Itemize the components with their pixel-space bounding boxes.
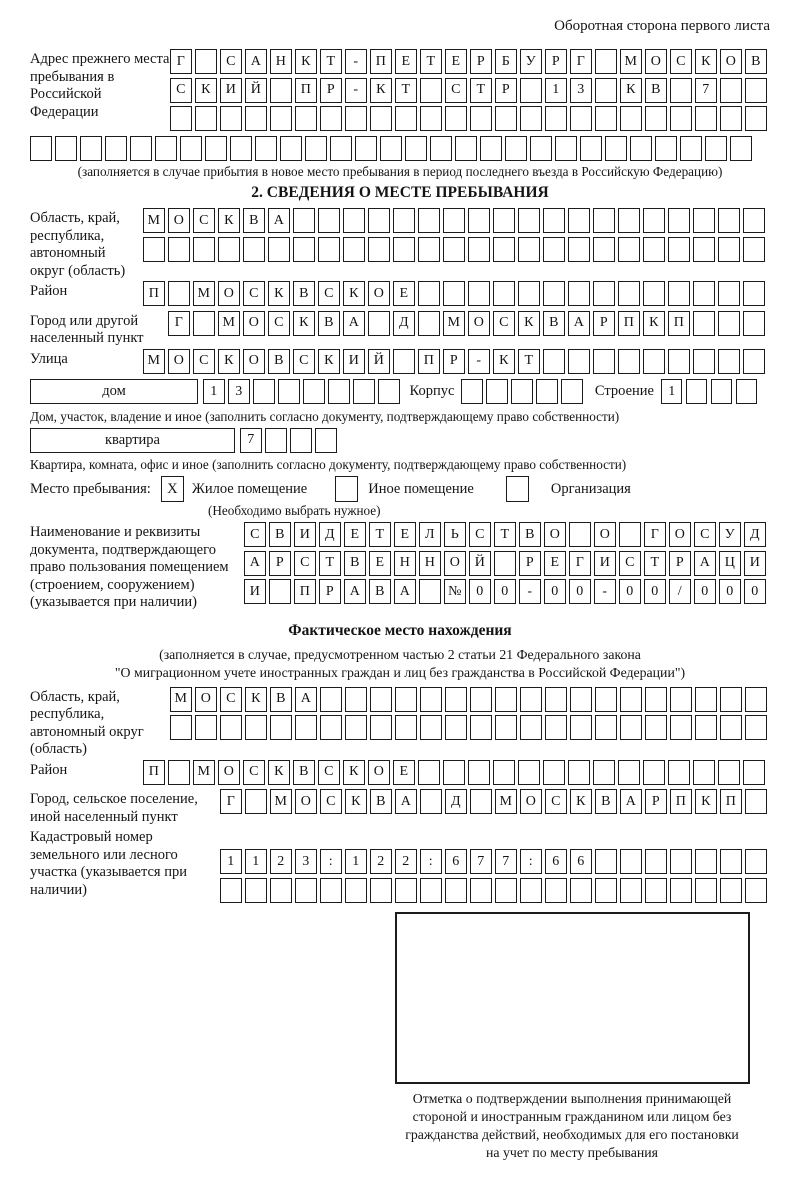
stamp-note-line-1: Отметка о подтверждении выполнения принимающей: [412, 1091, 732, 1106]
actual-district-label: Район: [30, 761, 68, 778]
prev-address-row-full[interactable]: [30, 136, 770, 161]
prev-address-field: [30, 49, 770, 135]
city-field: [30, 311, 770, 348]
actual-city-label: Город, сельское поселение, иной населенный пункт: [30, 791, 198, 825]
region-row-2[interactable]: [143, 237, 765, 262]
stay-type-label: Место пребывания:: [30, 480, 151, 497]
stay-checkbox-organization[interactable]: [506, 476, 529, 502]
actual-region-label: Область, край, республика, автономный округ (область): [30, 688, 144, 757]
apartment-label-box: квартира: [30, 428, 235, 453]
cadastre-row-1[interactable]: 1 1 2 3 : 1 2 2 : 6 7 7 : 6 6: [220, 849, 767, 874]
document-grid: [244, 522, 766, 608]
stroenie-label: Строение: [594, 383, 654, 399]
region-field: [30, 208, 770, 280]
house-caption: Дом, участок, владение и иное (заполнить согласно документу, подтверждающему право собственности): [30, 408, 620, 424]
actual-location-subtitle: [30, 646, 770, 682]
cadastre-field: [30, 827, 770, 906]
stay-type-field: [30, 476, 770, 502]
house-number-row[interactable]: 1 3: [203, 379, 400, 404]
cadastre-label: Кадастровый номер земельного или лесного участка (указывается при наличии): [30, 829, 187, 898]
region-label: Область, край, республика, автономный округ (область): [30, 210, 126, 279]
actual-city-field: [30, 789, 770, 826]
actual-location-heading: Фактическое место нахождения: [288, 621, 512, 639]
apartment-number-row[interactable]: 7: [240, 428, 337, 453]
stamp-note-line-2: стороной и иностранным гражданином или лицом без: [412, 1109, 732, 1124]
document-row-2[interactable]: А Р С Т В Е Н Н О Й Р Е Г И С Т Р А Ц И: [244, 551, 766, 576]
actual-subtitle-line-1: (заполняется в случае, предусмотренном частью 2 статьи 21 Федерального закона: [159, 646, 641, 662]
stay-type-hint: (Необходимо выбрать нужное): [208, 503, 381, 518]
actual-region-field: [30, 687, 770, 759]
actual-district-row[interactable]: П М О С К В С К О Е: [143, 760, 765, 785]
actual-subtitle-line-2: "О миграционном учете иностранных граждан и лиц без гражданства в Российской Федерации"): [114, 664, 686, 680]
region-row-1[interactable]: М О С К В А: [143, 208, 765, 233]
house-field: [30, 379, 770, 408]
actual-city-row[interactable]: Г М О С К В А Д М О С К В А Р П К П: [220, 789, 767, 814]
prev-address-label: Адрес прежнего места пребывания в Российской Федерации: [30, 51, 170, 120]
stroenie-row[interactable]: 1: [661, 379, 758, 404]
korpus-row[interactable]: [461, 379, 583, 404]
stamp-note-line-3: гражданства действий, необходимых для его постановки: [405, 1127, 739, 1142]
document-label: Наименование и реквизиты документа, подтверждающего право пользования помещением (строением, сооружением) (указывается при наличии): [30, 524, 229, 610]
cadastre-row-2[interactable]: [220, 878, 767, 903]
stay-checkbox-residential[interactable]: X: [161, 476, 184, 502]
apartment-caption: Квартира, комната, офис и иное (заполнить согласно документу, подтверждающему право собственности): [30, 457, 627, 472]
document-row-1[interactable]: С В И Д Е Т Е Л Ь С Т В О О Г О С У Д: [244, 522, 766, 547]
stamp-note-line-4: на учет по месту пребывания: [486, 1145, 658, 1160]
district-field: [30, 281, 770, 310]
house-label-box: дом: [30, 379, 198, 404]
prev-address-row-3[interactable]: [170, 106, 767, 131]
korpus-label: Корпус: [409, 383, 455, 399]
actual-region-grid: [170, 687, 767, 744]
prev-address-caption: (заполняется в случае прибытия в новое место пребывания в период последнего въезда в Российскую Федерацию): [77, 164, 723, 179]
stay-option-organization-label: Организация: [550, 480, 631, 497]
stay-checkbox-other[interactable]: [335, 476, 358, 502]
apartment-field: [30, 428, 770, 457]
stay-option-other-label: Иное помещение: [368, 480, 474, 497]
stay-option-residential-label: Жилое помещение: [191, 480, 308, 497]
district-label: Район: [30, 283, 68, 299]
street-label: Улица: [30, 350, 68, 367]
page-title: Оборотная сторона первого листа: [554, 18, 770, 34]
street-field: [30, 349, 770, 378]
stamp-note: [342, 1090, 800, 1162]
city-row[interactable]: Г М О С К В А Д М О С К В А Р П К П: [168, 311, 765, 336]
actual-region-row-1[interactable]: М О С К В А: [170, 687, 767, 712]
prev-address-grid: [170, 49, 767, 135]
actual-district-field: [30, 760, 770, 789]
prev-address-row-2[interactable]: С К И Й П Р - К Т С Т Р 1 3 К В 7: [170, 78, 767, 103]
cadastre-grid: [220, 827, 767, 906]
district-row[interactable]: П М О С К В С К О Е: [143, 281, 765, 306]
street-row[interactable]: М О С К О В С К И Й П Р - К Т: [143, 349, 765, 374]
actual-region-row-2[interactable]: [170, 715, 767, 740]
section2-heading: 2. СВЕДЕНИЯ О МЕСТЕ ПРЕБЫВАНИЯ: [251, 184, 549, 201]
city-label: Город или другой населенный пункт: [30, 312, 144, 346]
prev-address-row-1[interactable]: Г С А Н К Т - П Е Т Е Р Б У Р Г М О С К О В: [170, 49, 767, 74]
region-grid: [143, 208, 765, 265]
stamp-box: [395, 912, 750, 1084]
document-row-3[interactable]: И П Р А В А № 0 0 - 0 0 - 0 0 / 0 0 0: [244, 579, 766, 604]
document-field: [30, 522, 770, 612]
